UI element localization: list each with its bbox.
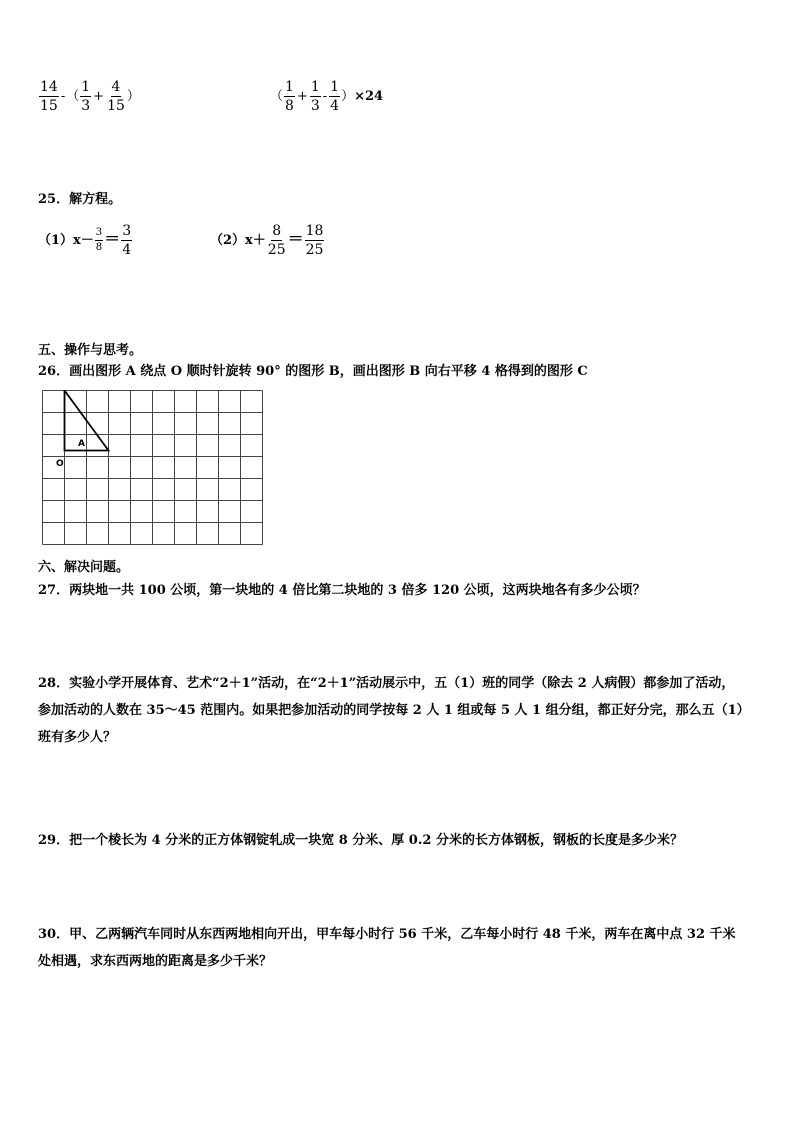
fraction: $\frac{3}{4}$: [122, 223, 132, 258]
fraction: $\frac{1}{3}$: [310, 79, 320, 114]
point-o-label: O: [56, 459, 64, 469]
grid-lines: [43, 391, 263, 545]
equation-1: （1）x－ $\frac{3}{8}$ ＝ $\frac{3}{4}$: [38, 223, 132, 258]
q25-title: 25．解方程。: [38, 192, 122, 207]
section-5-heading: 五、操作与思考。: [38, 343, 143, 358]
fraction: $\frac{3}{8}$: [95, 227, 103, 253]
equation-2: （2）x＋ $\frac{8}{25}$ ＝ $\frac{18}{25}$: [210, 223, 324, 258]
expression-2: （ $\frac{1}{8}$ + $\frac{1}{3}$ - $\frac{1}{4}$ ）×24: [270, 79, 384, 114]
expression-1: $\frac{14}{15}$ -（ $\frac{1}{3}$ + $\frac{4}{15}$ ）: [40, 79, 140, 114]
fraction: $\frac{18}{25}$: [305, 223, 324, 258]
fraction: $\frac{8}{25}$: [267, 223, 286, 258]
q26-text: 26．画出图形 A 绕点 O 顺时针旋转 90° 的图形 B，画出图形 B 向右平移 4 格得到的图形 C: [38, 364, 588, 379]
q30-text: 30．甲、乙两辆汽车同时从东西两地相向开出，甲车每小时行 56 千米，乙车每小时行 48 千米，两车在离中点 32 千米 处相遇，求东西两地的距离是多少千米？: [38, 927, 736, 969]
fraction: $\frac{1}{3}$: [81, 79, 91, 114]
fraction: $\frac{1}{4}$: [330, 79, 340, 114]
grid-figure: [42, 390, 268, 550]
fraction: $\frac{14}{15}$: [40, 79, 58, 114]
q27-text: 27．两块地一共 100 公顷，第一块地的 4 倍比第二块地的 3 倍多 120 公顷，这两块地各有多少公顷？: [38, 583, 646, 598]
q28-text: 28．实验小学开展体育、艺术“2＋1”活动，在“2＋1”活动展示中，五（1）班的同学（除去 2 人病假）都参加了活动， 参加活动的人数在 35～45 范围内。如果把参加活动的同学按每 2 人 1 组或每 5 人 1 组分组，都正好分完，那么五（1） 班有多少人？: [38, 676, 750, 745]
fraction: $\frac{4}{15}$: [107, 79, 125, 114]
fraction: $\frac{1}{8}$: [285, 79, 294, 114]
q29-text: 29．把一个棱长为 4 分米的正方体钢锭轧成一块宽 8 分米、厚 0.2 分米的长方体钢板，钢板的长度是多少米？: [38, 833, 683, 848]
shape-a-label: A: [78, 439, 85, 449]
section-6-heading: 六、解决问题。: [38, 560, 130, 575]
